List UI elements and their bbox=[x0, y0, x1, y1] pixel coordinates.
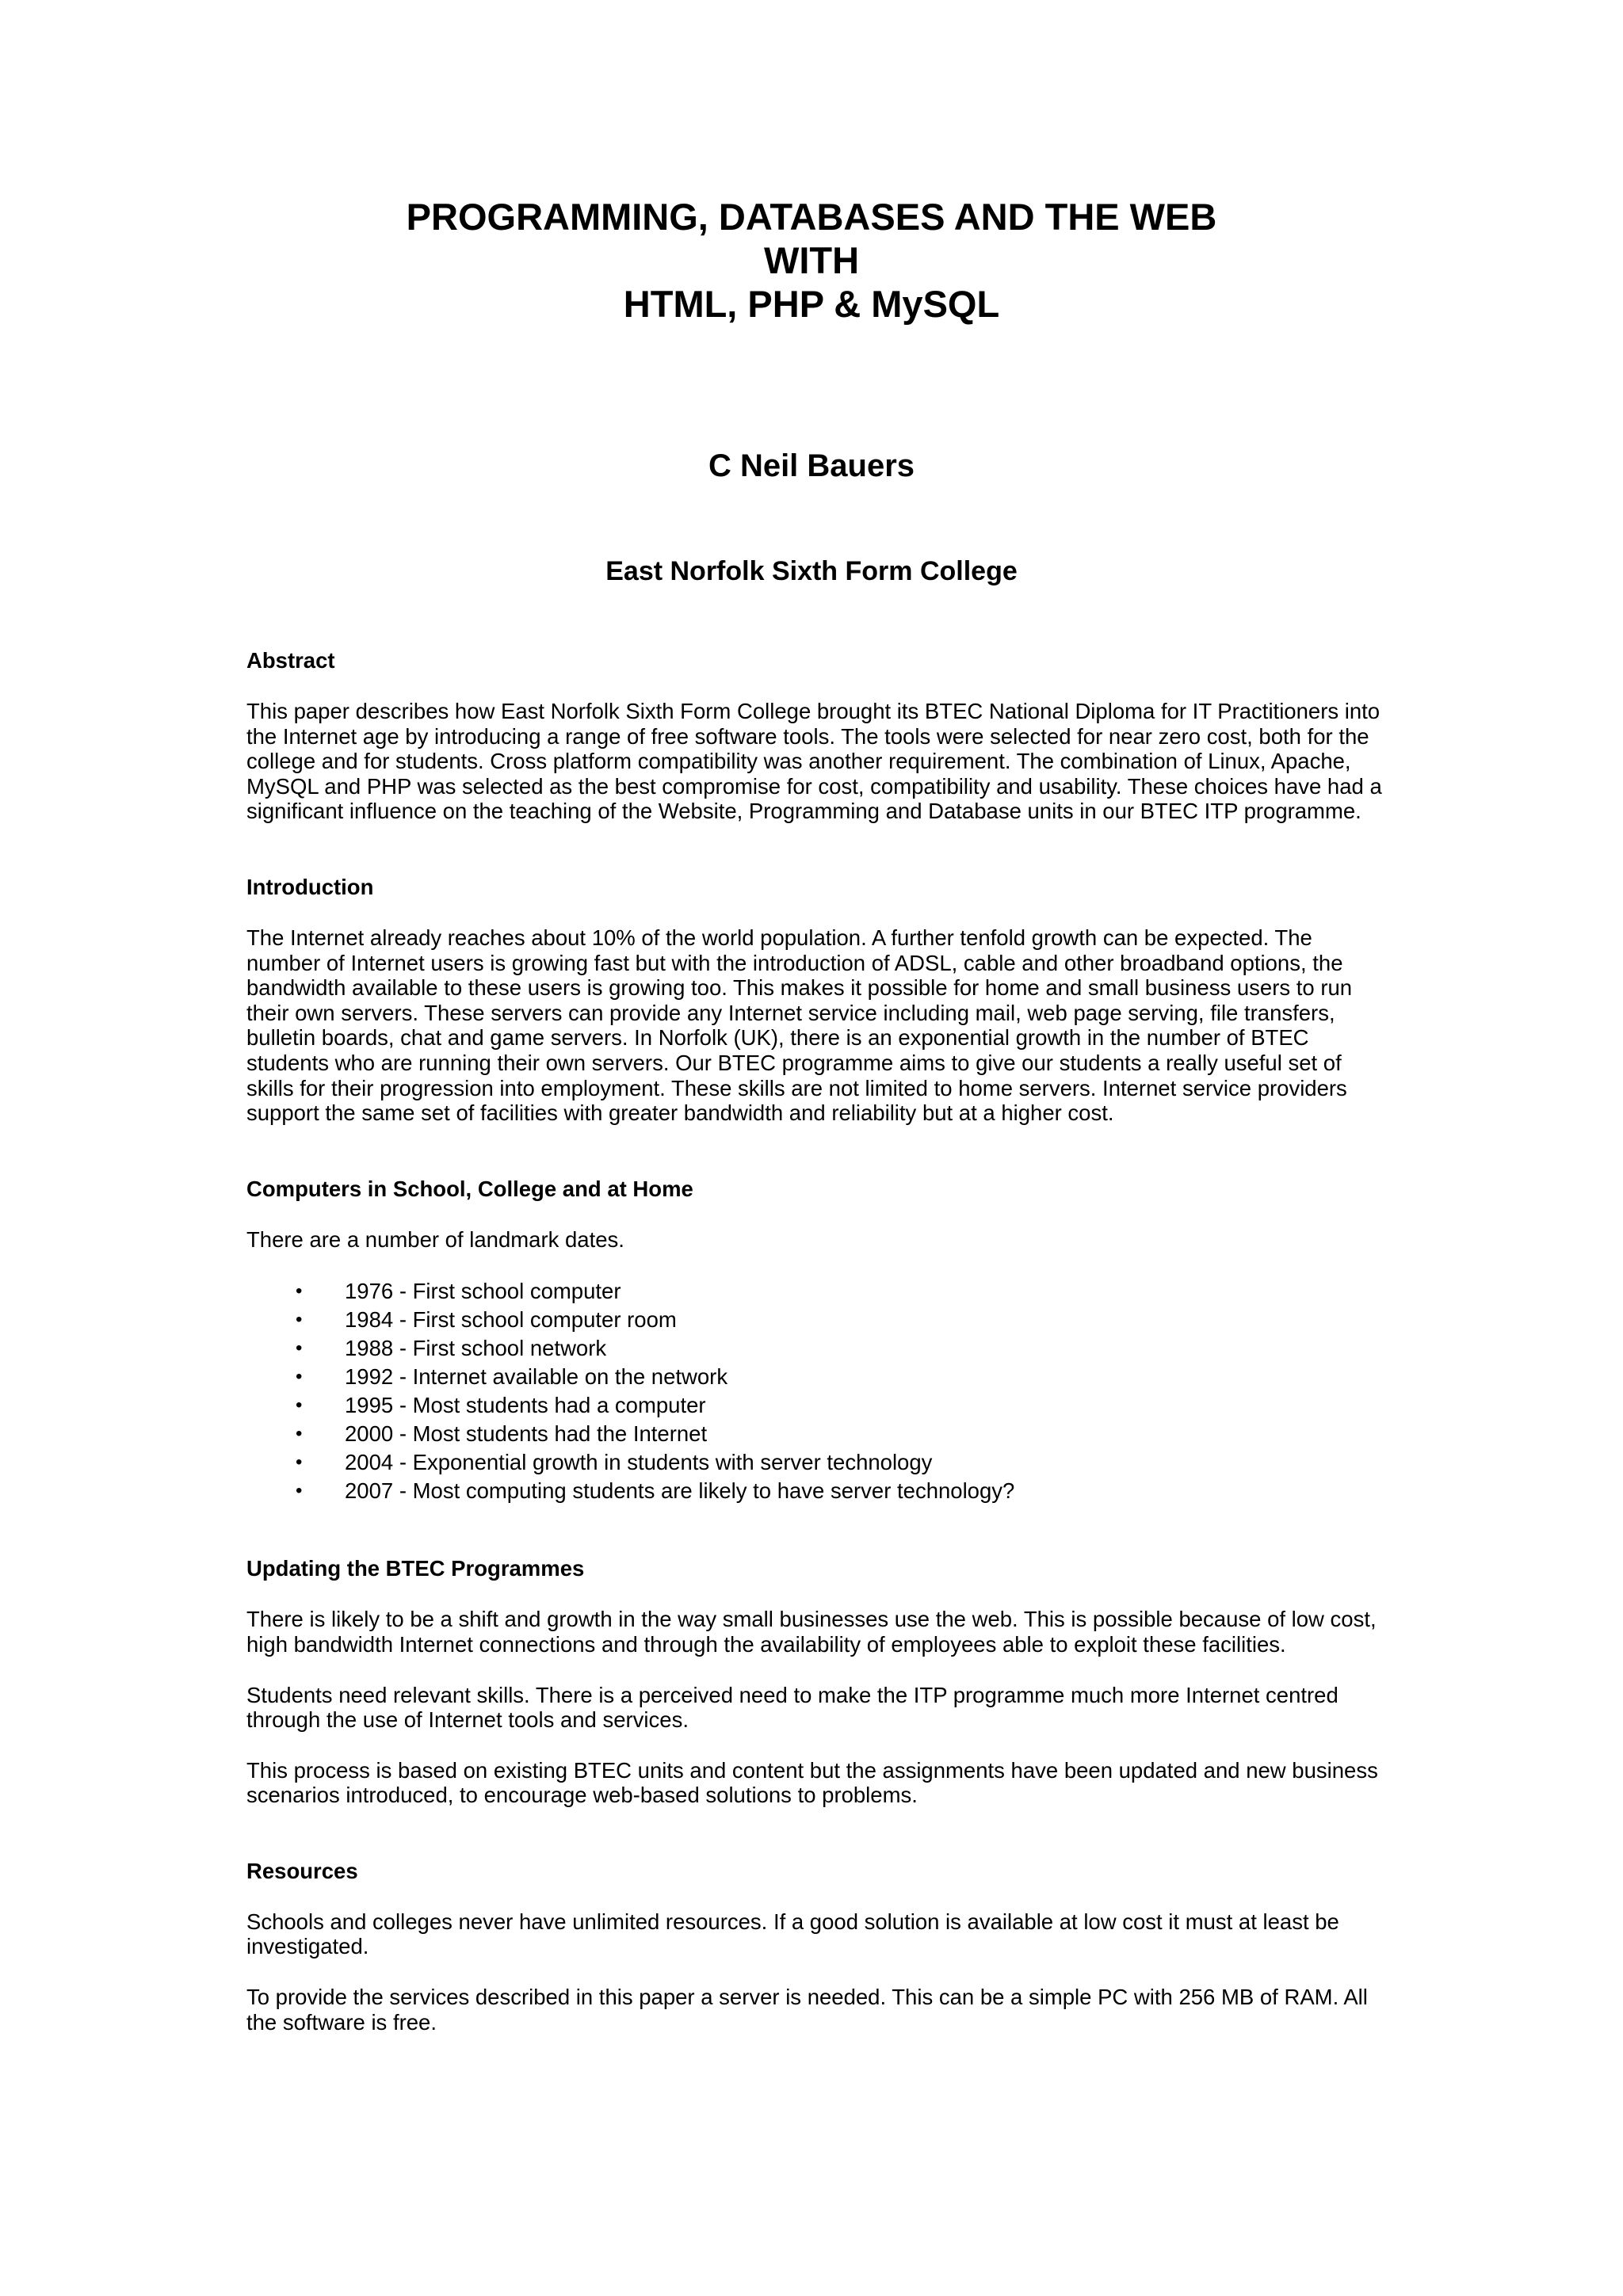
title-line-2: WITH bbox=[763, 239, 860, 281]
paragraph: To provide the services described in this paper a server is needed. This can be a simple PC with 256 MB of RAM. All the software is free. bbox=[246, 1985, 1368, 2035]
author-affiliation: East Norfolk Sixth Form College bbox=[605, 556, 1018, 586]
section-abstract bbox=[246, 648, 1388, 824]
paragraph: There are a number of landmark dates. bbox=[246, 1226, 624, 1252]
list-item bbox=[246, 1363, 1388, 1391]
paragraph: The Internet already reaches about 10% of the world population. A further tenfold growth can be expected. The number of Internet users is growing fast but with the introduction of ADSL, cable and other broadband options, the bandwidth available to these users is growing too. This makes it possible for home and small business users to run their own servers. These servers can provide any Internet service including mail, web page serving, file transfers, bulletin boards, chat and game servers. In Norfolk (UK), there is an exponential growth in the number of BTEC students who are running their own servers. Our BTEC programme aims to give our students a really useful set of skills for their progression into employment. These skills are not limited to home servers. Internet service providers support the same set of facilities with greater bandwidth and reliability but at a higher cost. bbox=[246, 925, 1353, 1126]
list-item bbox=[246, 1448, 1388, 1477]
section-heading: Abstract bbox=[246, 648, 335, 673]
paragraph: This process is based on existing BTEC units and content but the assignments have been updated and new business scenarios introduced, to encourage web-based solutions to problems. bbox=[246, 1757, 1378, 1808]
paragraph: Students need relevant skills. There is a perceived need to make the ITP programme much more Internet centred through the use of Internet tools and services. bbox=[246, 1682, 1338, 1733]
paragraph: Schools and colleges never have unlimited resources. If a good solution is available at low cost it must at least be investigated. bbox=[246, 1909, 1339, 1959]
section-heading: Updating the BTEC Programmes bbox=[246, 1556, 585, 1581]
list-item bbox=[246, 1420, 1388, 1448]
section-heading: Introduction bbox=[246, 874, 374, 899]
bullet-icon: • bbox=[296, 1366, 303, 1388]
paper-body bbox=[246, 648, 1388, 2060]
section-introduction bbox=[246, 875, 1388, 1126]
title-line-3: HTML, PHP & MySQL bbox=[623, 283, 1000, 325]
author-name: C Neil Bauers bbox=[708, 448, 915, 483]
section-updating bbox=[246, 1556, 1388, 1808]
paragraph: This paper describes how East Norfolk Sixth Form College brought its BTEC National Diploma for IT Practitioners into the Internet age by introducing a range of free software tools. The tools were selected for near zero cost, both for the college and for students. Cross platform compatibility was another requirement. The combination of Linux, Apache, MySQL and PHP was selected as the best compromise for cost, compatibility and usability. These choices have had a significant influence on the teaching of the Website, Programming and Database units in our BTEC ITP programme. bbox=[246, 699, 1382, 824]
section-heading: Resources bbox=[246, 1858, 358, 1883]
section-heading: Computers in School, College and at Home bbox=[246, 1176, 693, 1201]
bullet-icon: • bbox=[296, 1480, 303, 1502]
list-item-text: 1988 - First school network bbox=[345, 1336, 607, 1361]
title-line-1: PROGRAMMING, DATABASES AND THE WEB bbox=[406, 196, 1217, 238]
list-item-text: 1984 - First school computer room bbox=[345, 1307, 677, 1333]
bullet-icon: • bbox=[296, 1451, 303, 1474]
list-item-text: 2007 - Most computing students are likely to have server technology? bbox=[345, 1478, 1015, 1504]
list-item bbox=[246, 1306, 1388, 1334]
bullet-icon: • bbox=[296, 1423, 303, 1445]
section-resources bbox=[246, 1859, 1388, 2035]
bullet-icon: • bbox=[296, 1309, 303, 1331]
list-item bbox=[246, 1277, 1388, 1306]
paper-title bbox=[0, 195, 1623, 326]
section-computers bbox=[246, 1177, 1388, 1506]
list-item bbox=[246, 1391, 1388, 1420]
bullet-icon: • bbox=[296, 1337, 303, 1360]
list-item-text: 1992 - Internet available on the network bbox=[345, 1364, 728, 1390]
list-item-text: 1976 - First school computer bbox=[345, 1279, 621, 1304]
landmark-dates-list bbox=[246, 1277, 1388, 1505]
list-item-text: 1995 - Most students had a computer bbox=[345, 1393, 706, 1418]
list-item bbox=[246, 1334, 1388, 1363]
list-item bbox=[246, 1477, 1388, 1505]
list-item-text: 2004 - Exponential growth in students with server technology bbox=[345, 1450, 933, 1475]
bullet-icon: • bbox=[296, 1394, 303, 1417]
list-item-text: 2000 - Most students had the Internet bbox=[345, 1421, 708, 1447]
paragraph: There is likely to be a shift and growth in the way small businesses use the web. This is possible because of low cost, high bandwidth Internet connections and through the availability of employees able to exploit these facilities. bbox=[246, 1607, 1377, 1657]
bullet-icon: • bbox=[296, 1280, 303, 1302]
